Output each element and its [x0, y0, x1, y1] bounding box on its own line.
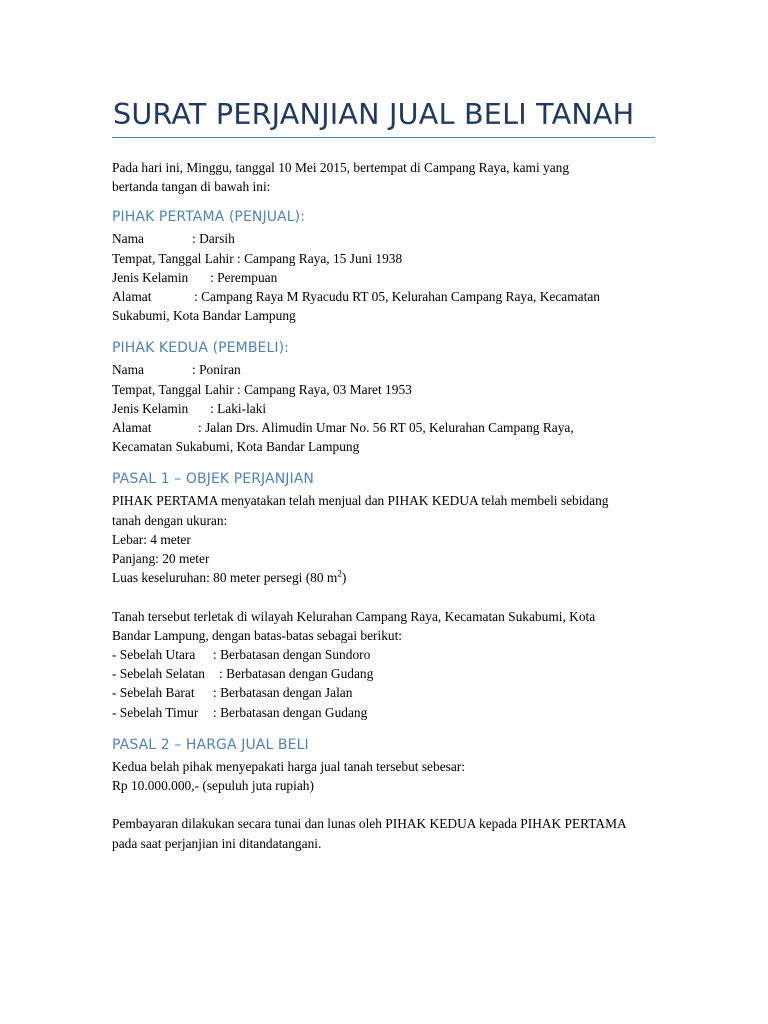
field-label: Nama: [112, 231, 144, 247]
ukuran-panjang: Panjang: 20 meter: [112, 551, 210, 567]
batas-label: - Sebelah Selatan: [112, 666, 205, 682]
luas-superscript: 2: [337, 568, 342, 579]
batas-value: : Berbatasan dengan Sundoro: [213, 647, 371, 663]
intro-paragraph: Pada hari ini, Minggu, tanggal 10 Mei 2015, bertempat di Campang Raya, kami yang bertanda tangan di bawah ini:: [112, 160, 570, 195]
batas-label: - Sebelah Utara: [112, 647, 196, 663]
lokasi-line: Bandar Lampung, dengan batas-batas sebagai berikut:: [112, 627, 403, 643]
pihak-pertama-jenis-kelamin: [112, 268, 656, 287]
pasal-1-body: [112, 491, 656, 721]
ukuran-luas: [112, 568, 656, 587]
batas-value: : Berbatasan dengan Jalan: [213, 685, 353, 701]
pasal-2-body: [112, 757, 656, 853]
batas-item: [112, 703, 656, 722]
pihak-pertama-ttl: Tempat, Tanggal Lahir : Campang Raya, 15 Juni 1938: [112, 250, 403, 266]
pihak-pertama-heading: PIHAK PERTAMA (PENJUAL):: [112, 209, 306, 226]
lokasi-line: Tanah tersebut terletak di wilayah Kelurahan Campang Raya, Kecamatan Sukabumi, Kota: [112, 608, 596, 624]
pihak-kedua-heading: PIHAK KEDUA (PEMBELI):: [112, 340, 289, 357]
pihak-kedua-ttl: Tempat, Tanggal Lahir : Campang Raya, 03 Maret 1953: [112, 381, 412, 397]
harga-amount: Rp 10.000.000,- (sepuluh juta rupiah): [112, 778, 314, 794]
field-label: Alamat: [112, 289, 152, 305]
field-value: : Campang Raya M Ryacudu RT 05, Kelurahan Campang Raya, Kecamatan: [194, 289, 600, 305]
batas-item: [112, 683, 656, 702]
field-label: Jenis Kelamin: [112, 400, 189, 416]
luas-close: ): [341, 570, 347, 586]
field-label: Jenis Kelamin: [112, 269, 189, 285]
field-value: : Jalan Drs. Alimudin Umar No. 56 RT 05, Kelurahan Campang Raya,: [198, 420, 574, 436]
pihak-kedua-alamat-cont: Kecamatan Sukabumi, Kota Bandar Lampung: [112, 439, 360, 455]
pihak-pertama-details: [112, 229, 656, 325]
batas-value: : Berbatasan dengan Gudang: [213, 704, 368, 720]
ukuran-lebar: Lebar: 4 meter: [112, 531, 191, 547]
pihak-pertama-alamat-cont: Sukabumi, Kota Bandar Lampung: [112, 308, 296, 324]
field-value: : Perempuan: [210, 269, 278, 285]
field-value: : Laki-laki: [210, 400, 267, 416]
batas-label: - Sebelah Barat: [112, 685, 195, 701]
batas-item: [112, 664, 656, 683]
pasal-1-line: tanah dengan ukuran:: [112, 512, 228, 528]
harga-line: Kedua belah pihak menyepakati harga jual tanah tersebut sebesar:: [112, 758, 465, 774]
pasal-1-heading: PASAL 1 – OBJEK PERJANJIAN: [112, 471, 314, 488]
batas-item: [112, 645, 656, 664]
pihak-pertama-nama: [112, 229, 656, 248]
pembayaran-line: Pembayaran dilakukan secara tunai dan lunas oleh PIHAK KEDUA kepada PIHAK PERTAMA: [112, 816, 627, 832]
pasal-1-line: PIHAK PERTAMA menyatakan telah menjual dan PIHAK KEDUA telah membeli sebidang: [112, 493, 609, 509]
field-label: Nama: [112, 362, 144, 378]
luas-text: Luas keseluruhan: 80 meter persegi (80 m: [112, 570, 338, 586]
pihak-pertama-alamat: [112, 287, 656, 306]
field-value: : Poniran: [192, 362, 241, 378]
field-value: : Darsih: [192, 231, 235, 247]
pihak-kedua-jenis-kelamin: [112, 399, 656, 418]
pihak-kedua-nama: [112, 360, 656, 379]
title-underline: [112, 137, 655, 138]
pihak-kedua-details: [112, 360, 656, 456]
pembayaran-line: pada saat perjanjian ini ditandatangani.: [112, 835, 322, 851]
field-label: Alamat: [112, 420, 152, 436]
batas-value: : Berbatasan dengan Gudang: [219, 666, 374, 682]
pihak-kedua-alamat: [112, 418, 656, 437]
batas-label: - Sebelah Timur: [112, 704, 199, 720]
pasal-2-heading: PASAL 2 – HARGA JUAL BELI: [112, 736, 309, 753]
document-title: SURAT PERJANJIAN JUAL BELI TANAH: [113, 97, 635, 131]
